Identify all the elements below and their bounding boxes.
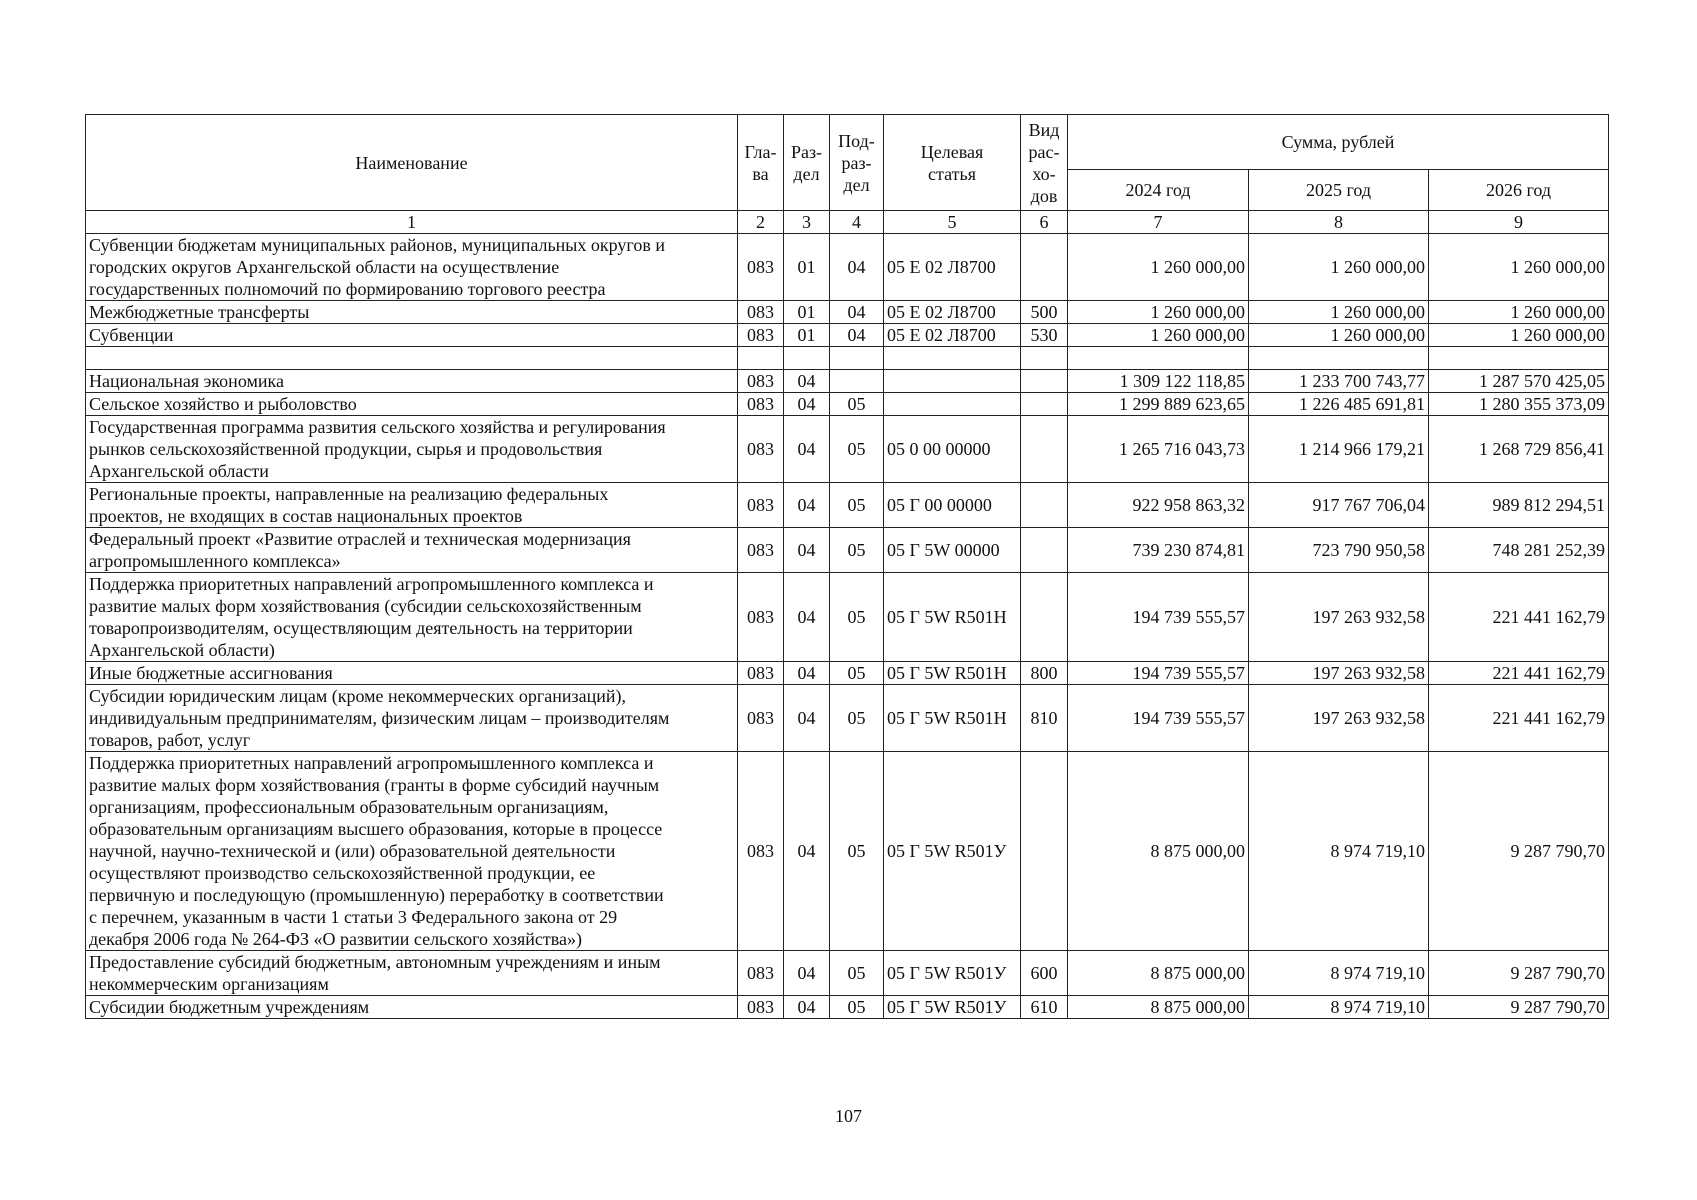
row-vid-raskhodov [1021, 370, 1068, 393]
row-podrazdel [830, 370, 884, 393]
row-vid-raskhodov: 610 [1021, 996, 1068, 1019]
header-name: Наименование [86, 115, 738, 211]
table-row [86, 324, 1609, 347]
row-glava: 083 [738, 234, 784, 301]
row-razdel: 04 [784, 996, 830, 1019]
row-amount-2024: 922 958 863,32 [1068, 483, 1249, 528]
row-tselevaya-statya: 05 Е 02 Л8700 [884, 301, 1021, 324]
row-podrazdel: 05 [830, 573, 884, 662]
row-tselevaya-statya: 05 0 00 00000 [884, 416, 1021, 483]
column-number: 8 [1249, 211, 1429, 234]
row-amount-2024: 8 875 000,00 [1068, 752, 1249, 951]
row-amount-2026: 1 260 000,00 [1429, 234, 1609, 301]
column-number: 1 [86, 211, 738, 234]
header-summa: Сумма, рублей [1068, 115, 1609, 170]
row-name: Поддержка приоритетных направлений агропромышленного комплекса и развитие малых форм хозяйствования (гранты в форме субсидий научным организациям, профессиональным образовательным организациям, образовательным организациям высшего образования, которые в процессе научной, научно-технической и (или) образовательной деятельности осуществляют производство сельскохозяйственной продукции, ее первичную и последующую (промышленную) переработку в соответствии с перечнем, указанным в части 1 статьи 3 Федерального закона от 29 декабря 2006 года № 264-ФЗ «О развитии сельского хозяйства») [86, 752, 738, 951]
row-razdel: 01 [784, 301, 830, 324]
row-amount-2025: 1 260 000,00 [1249, 234, 1429, 301]
header-year-2026: 2026 год [1429, 170, 1609, 211]
row-vid-raskhodov [1021, 573, 1068, 662]
row-amount-2024: 1 309 122 118,85 [1068, 370, 1249, 393]
row-amount-2024: 1 265 716 043,73 [1068, 416, 1249, 483]
row-glava: 083 [738, 370, 784, 393]
header-podrazdel: Под- раз- дел [830, 115, 884, 211]
row-vid-raskhodov [1021, 416, 1068, 483]
row-tselevaya-statya: 05 Е 02 Л8700 [884, 234, 1021, 301]
row-amount-2026: 1 260 000,00 [1429, 324, 1609, 347]
row-razdel: 04 [784, 752, 830, 951]
row-amount-2025: 1 260 000,00 [1249, 301, 1429, 324]
row-name [86, 347, 738, 370]
header-glava: Гла- ва [738, 115, 784, 211]
column-number: 9 [1429, 211, 1609, 234]
row-tselevaya-statya: 05 Г 5W R501У [884, 951, 1021, 996]
row-amount-2026: 221 441 162,79 [1429, 662, 1609, 685]
table-row [86, 393, 1609, 416]
table-row [86, 752, 1609, 951]
column-number: 3 [784, 211, 830, 234]
row-glava: 083 [738, 416, 784, 483]
row-amount-2024: 1 260 000,00 [1068, 234, 1249, 301]
row-name: Субсидии бюджетным учреждениям [86, 996, 738, 1019]
row-glava: 083 [738, 685, 784, 752]
row-tselevaya-statya: 05 Г 5W 00000 [884, 528, 1021, 573]
row-tselevaya-statya: 05 Г 5W R501У [884, 996, 1021, 1019]
row-glava: 083 [738, 393, 784, 416]
table-row [86, 996, 1609, 1019]
row-glava: 083 [738, 573, 784, 662]
row-glava [738, 347, 784, 370]
header-vid-raskhodov: Вид рас- хо- дов [1021, 115, 1068, 211]
row-vid-raskhodov [1021, 234, 1068, 301]
row-name: Субвенции бюджетам муниципальных районов, муниципальных округов и городских округов Архангельской области на осуществление государственных полномочий по формированию торгового реестра [86, 234, 738, 301]
row-razdel: 04 [784, 416, 830, 483]
row-name: Региональные проекты, направленные на реализацию федеральных проектов, не входящих в состав национальных проектов [86, 483, 738, 528]
column-number: 5 [884, 211, 1021, 234]
row-razdel: 04 [784, 483, 830, 528]
row-vid-raskhodov: 810 [1021, 685, 1068, 752]
row-podrazdel: 05 [830, 996, 884, 1019]
row-tselevaya-statya: 05 Г 5W R501Н [884, 573, 1021, 662]
row-razdel: 04 [784, 662, 830, 685]
column-number: 2 [738, 211, 784, 234]
row-razdel: 01 [784, 234, 830, 301]
row-amount-2025: 197 263 932,58 [1249, 662, 1429, 685]
row-amount-2025: 1 226 485 691,81 [1249, 393, 1429, 416]
row-amount-2026: 221 441 162,79 [1429, 573, 1609, 662]
row-razdel: 04 [784, 393, 830, 416]
table-row [86, 951, 1609, 996]
row-podrazdel: 05 [830, 662, 884, 685]
row-amount-2025 [1249, 347, 1429, 370]
row-amount-2026: 1 280 355 373,09 [1429, 393, 1609, 416]
table-row [86, 416, 1609, 483]
row-glava: 083 [738, 752, 784, 951]
row-name: Сельское хозяйство и рыболовство [86, 393, 738, 416]
row-glava: 083 [738, 951, 784, 996]
row-amount-2026: 989 812 294,51 [1429, 483, 1609, 528]
row-tselevaya-statya: 05 Г 00 00000 [884, 483, 1021, 528]
row-amount-2025: 8 974 719,10 [1249, 996, 1429, 1019]
row-name: Субсидии юридическим лицам (кроме некоммерческих организаций), индивидуальным предпринимателям, физическим лицам – производителям товаров, работ, услуг [86, 685, 738, 752]
row-amount-2024: 1 260 000,00 [1068, 324, 1249, 347]
row-tselevaya-statya: 05 Г 5W R501Н [884, 662, 1021, 685]
row-podrazdel: 05 [830, 416, 884, 483]
row-vid-raskhodov: 600 [1021, 951, 1068, 996]
row-tselevaya-statya: 05 Г 5W R501Н [884, 685, 1021, 752]
row-amount-2025: 1 233 700 743,77 [1249, 370, 1429, 393]
row-razdel: 04 [784, 685, 830, 752]
table-row [86, 370, 1609, 393]
column-number: 6 [1021, 211, 1068, 234]
row-amount-2024: 194 739 555,57 [1068, 573, 1249, 662]
table-row [86, 573, 1609, 662]
row-tselevaya-statya [884, 393, 1021, 416]
row-amount-2026: 1 260 000,00 [1429, 301, 1609, 324]
row-tselevaya-statya: 05 Г 5W R501У [884, 752, 1021, 951]
budget-table [85, 114, 1609, 1019]
row-vid-raskhodov [1021, 483, 1068, 528]
row-name: Предоставление субсидий бюджетным, автономным учреждениям и иным некоммерческим организациям [86, 951, 738, 996]
row-amount-2024: 1 260 000,00 [1068, 301, 1249, 324]
row-amount-2025: 197 263 932,58 [1249, 573, 1429, 662]
row-amount-2024: 8 875 000,00 [1068, 996, 1249, 1019]
row-tselevaya-statya [884, 347, 1021, 370]
table-row [86, 662, 1609, 685]
column-number: 7 [1068, 211, 1249, 234]
table-row [86, 347, 1609, 370]
row-glava: 083 [738, 324, 784, 347]
row-razdel: 04 [784, 951, 830, 996]
header-tselevaya-statya: Целевая статья [884, 115, 1021, 211]
row-name: Межбюджетные трансферты [86, 301, 738, 324]
table-row [86, 528, 1609, 573]
row-amount-2025: 8 974 719,10 [1249, 951, 1429, 996]
row-podrazdel: 05 [830, 528, 884, 573]
row-amount-2026: 748 281 252,39 [1429, 528, 1609, 573]
table-row [86, 483, 1609, 528]
row-amount-2024 [1068, 347, 1249, 370]
row-podrazdel: 05 [830, 483, 884, 528]
row-name: Государственная программа развития сельского хозяйства и регулирования рынков сельскохозяйственной продукции, сырья и продовольствия Архангельской области [86, 416, 738, 483]
row-podrazdel [830, 347, 884, 370]
row-name: Поддержка приоритетных направлений агропромышленного комплекса и развитие малых форм хозяйствования (субсидии сельскохозяйственным товаропроизводителям, осуществляющим деятельность на территории Архангельской области) [86, 573, 738, 662]
header-year-2024: 2024 год [1068, 170, 1249, 211]
row-glava: 083 [738, 528, 784, 573]
row-podrazdel: 04 [830, 324, 884, 347]
row-podrazdel: 04 [830, 301, 884, 324]
row-amount-2024: 1 299 889 623,65 [1068, 393, 1249, 416]
row-glava: 083 [738, 662, 784, 685]
row-vid-raskhodov: 500 [1021, 301, 1068, 324]
row-amount-2025: 1 260 000,00 [1249, 324, 1429, 347]
row-tselevaya-statya [884, 370, 1021, 393]
column-number: 4 [830, 211, 884, 234]
row-glava: 083 [738, 301, 784, 324]
row-amount-2026: 1 268 729 856,41 [1429, 416, 1609, 483]
row-amount-2026 [1429, 347, 1609, 370]
row-amount-2024: 194 739 555,57 [1068, 685, 1249, 752]
row-name: Федеральный проект «Развитие отраслей и техническая модернизация агропромышленного комплекса» [86, 528, 738, 573]
row-vid-raskhodov: 530 [1021, 324, 1068, 347]
row-amount-2026: 1 287 570 425,05 [1429, 370, 1609, 393]
row-amount-2025: 1 214 966 179,21 [1249, 416, 1429, 483]
row-vid-raskhodov [1021, 347, 1068, 370]
row-vid-raskhodov [1021, 528, 1068, 573]
row-amount-2025: 197 263 932,58 [1249, 685, 1429, 752]
row-amount-2025: 8 974 719,10 [1249, 752, 1429, 951]
row-razdel: 04 [784, 370, 830, 393]
table-row [86, 234, 1609, 301]
row-glava: 083 [738, 483, 784, 528]
header-razdel: Раз- дел [784, 115, 830, 211]
row-vid-raskhodov [1021, 752, 1068, 951]
row-amount-2025: 723 790 950,58 [1249, 528, 1429, 573]
row-vid-raskhodov [1021, 393, 1068, 416]
row-razdel: 01 [784, 324, 830, 347]
row-amount-2026: 9 287 790,70 [1429, 951, 1609, 996]
row-amount-2024: 8 875 000,00 [1068, 951, 1249, 996]
table-row [86, 301, 1609, 324]
row-razdel [784, 347, 830, 370]
row-razdel: 04 [784, 528, 830, 573]
row-razdel: 04 [784, 573, 830, 662]
header-year-2025: 2025 год [1249, 170, 1429, 211]
row-amount-2026: 9 287 790,70 [1429, 996, 1609, 1019]
row-amount-2024: 194 739 555,57 [1068, 662, 1249, 685]
row-podrazdel: 05 [830, 752, 884, 951]
row-tselevaya-statya: 05 Е 02 Л8700 [884, 324, 1021, 347]
row-amount-2026: 9 287 790,70 [1429, 752, 1609, 951]
row-podrazdel: 04 [830, 234, 884, 301]
row-name: Национальная экономика [86, 370, 738, 393]
row-podrazdel: 05 [830, 393, 884, 416]
row-vid-raskhodov: 800 [1021, 662, 1068, 685]
row-podrazdel: 05 [830, 685, 884, 752]
row-name: Иные бюджетные ассигнования [86, 662, 738, 685]
row-amount-2026: 221 441 162,79 [1429, 685, 1609, 752]
table-row [86, 685, 1609, 752]
row-amount-2025: 917 767 706,04 [1249, 483, 1429, 528]
row-name: Субвенции [86, 324, 738, 347]
page-number: 107 [835, 1106, 862, 1126]
row-podrazdel: 05 [830, 951, 884, 996]
row-amount-2024: 739 230 874,81 [1068, 528, 1249, 573]
row-glava: 083 [738, 996, 784, 1019]
